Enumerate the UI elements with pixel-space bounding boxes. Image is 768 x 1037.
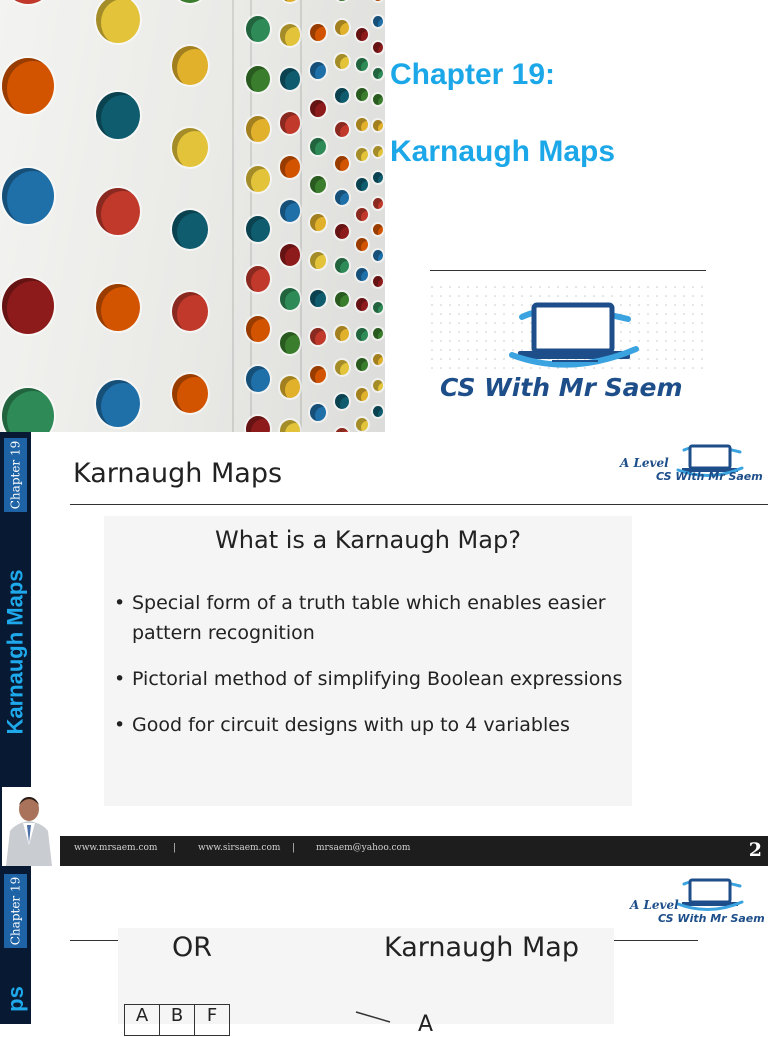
wall-hole-dot xyxy=(356,118,368,131)
wall-hole-dot xyxy=(356,358,368,371)
content-panel xyxy=(104,516,632,806)
wall-hole-dot xyxy=(335,156,349,171)
wall-hole-dot xyxy=(246,316,270,342)
wall-hole-dot xyxy=(310,214,326,231)
wall-hole-dot xyxy=(335,190,349,205)
wall-hole-dot xyxy=(335,360,349,375)
chapter-title: Chapter 19: xyxy=(390,58,556,91)
logo-brand-text: CS With Mr Saem xyxy=(658,912,765,925)
wall-hole-dot xyxy=(246,366,270,392)
heading-rule xyxy=(70,504,768,505)
wall-hole-dot xyxy=(172,128,208,167)
wall-hole-dot xyxy=(2,58,54,114)
bullet-item: • Special form of a truth table which enables easier pattern recognition xyxy=(110,588,625,648)
content-slide xyxy=(0,432,768,866)
wall-hole-dot xyxy=(172,46,208,85)
wall-hole-dot xyxy=(356,268,368,281)
wall-hole-dot xyxy=(280,112,300,134)
heading-rule-left xyxy=(70,940,118,941)
wall-hole-dot xyxy=(172,0,208,3)
wall-hole-dot xyxy=(373,16,383,27)
panel-seam xyxy=(300,0,302,432)
wall-hole-dot xyxy=(373,276,383,287)
wall-hole-dot xyxy=(310,366,326,383)
chapter-sidebar xyxy=(0,866,31,1024)
wall-hole-dot xyxy=(356,418,368,431)
header-logo xyxy=(618,872,768,924)
wall-hole-dot xyxy=(373,250,383,261)
content-heading: What is a Karnaugh Map? xyxy=(215,526,521,554)
wall-hole-dot xyxy=(246,66,270,92)
wall-hole-dot xyxy=(356,88,368,101)
wall-hole-dot xyxy=(335,88,349,103)
wall-hole-dot xyxy=(373,354,383,365)
sidebar-title xyxy=(1,522,31,782)
wall-hole-dot xyxy=(172,374,208,413)
content-panel xyxy=(118,928,614,1037)
wall-hole-dot xyxy=(335,20,349,35)
wall-hole-dot xyxy=(280,24,300,46)
footer-separator: | xyxy=(292,843,296,853)
wall-hole-dot xyxy=(280,156,300,178)
chapter-badge xyxy=(4,874,27,948)
wall-hole-dot xyxy=(335,54,349,69)
wall-hole-dot xyxy=(373,406,383,417)
wall-hole-dot xyxy=(96,380,140,427)
footer-link-sirsaem[interactable]: www.sirsaem.com xyxy=(198,843,281,853)
chapter-badge xyxy=(4,438,27,512)
wall-hole-dot xyxy=(373,68,383,79)
wall-hole-dot xyxy=(96,0,140,43)
wall-hole-dot xyxy=(310,404,326,421)
wall-hole-dot xyxy=(310,24,326,41)
heading-rule-right xyxy=(614,940,698,941)
header-logo xyxy=(618,438,768,490)
topic-title: Karnaugh Maps xyxy=(390,135,616,168)
footer-link-mrsaem[interactable]: www.mrsaem.com xyxy=(74,843,158,853)
footer-separator: | xyxy=(173,843,177,853)
wall-hole-dot xyxy=(172,210,208,249)
footer-email[interactable]: mrsaem@yahoo.com xyxy=(316,843,411,853)
wall-hole-dot xyxy=(96,188,140,235)
table-header-cell: F xyxy=(195,1005,230,1036)
wall-hole-dot xyxy=(335,0,349,1)
wall-hole-dot xyxy=(2,278,54,334)
wall-hole-dot xyxy=(246,216,270,242)
laptop-logo-icon xyxy=(430,285,706,375)
wall-hole-dot xyxy=(335,258,349,273)
wall-hole-dot xyxy=(310,138,326,155)
wall-hole-dot xyxy=(356,58,368,71)
dotted-wall-photo xyxy=(0,0,385,432)
wall-hole-dot xyxy=(356,388,368,401)
wall-hole-dot xyxy=(310,328,326,345)
bullet-item: • Good for circuit designs with up to 4 variables xyxy=(110,710,625,740)
wall-hole-dot xyxy=(310,176,326,193)
wall-hole-dot xyxy=(335,122,349,137)
wall-hole-dot xyxy=(2,0,54,4)
wall-hole-dot xyxy=(246,266,270,292)
sidebar-title-text: Karnaugh Maps xyxy=(3,569,28,735)
wall-hole-dot xyxy=(373,380,383,391)
wall-hole-dot xyxy=(373,172,383,183)
table-header-cell: A xyxy=(125,1005,160,1036)
wall-hole-dot xyxy=(373,94,383,105)
presenter-photo xyxy=(2,787,56,866)
wall-hole-dot xyxy=(356,328,368,341)
slide-heading: Karnaugh Maps xyxy=(73,458,283,489)
map-variable-label: A xyxy=(418,1012,434,1037)
content-slide xyxy=(0,866,768,1037)
wall-hole-dot xyxy=(373,0,383,1)
wall-hole-dot xyxy=(246,166,270,192)
logo-level-text: A Level xyxy=(630,898,679,912)
wall-hole-dot xyxy=(280,376,300,398)
wall-hole-dot xyxy=(310,290,326,307)
wall-hole-dot xyxy=(246,16,270,42)
chapter-badge-text: Chapter 19 xyxy=(8,440,23,510)
map-diagonal-line xyxy=(354,1010,394,1024)
wall-hole-dot xyxy=(335,326,349,341)
title-divider xyxy=(430,270,706,271)
brand-logo xyxy=(430,285,706,410)
wall-hole-dot xyxy=(310,100,326,117)
wall-hole-dot xyxy=(280,0,300,2)
wall-hole-dot xyxy=(356,28,368,41)
wall-hole-dot xyxy=(310,62,326,79)
wall-hole-dot xyxy=(373,42,383,53)
wall-hole-dot xyxy=(356,238,368,251)
wall-hole-dot xyxy=(310,252,326,269)
wall-hole-dot xyxy=(373,224,383,235)
wall-hole-dot xyxy=(335,292,349,307)
table-header-cell: B xyxy=(160,1005,195,1036)
truth-table xyxy=(124,1004,230,1036)
wall-hole-dot xyxy=(356,298,368,311)
wall-hole-dot xyxy=(280,200,300,222)
sidebar-title xyxy=(1,986,31,1026)
wall-hole-dot xyxy=(373,328,383,339)
logo-level-text: A Level xyxy=(620,456,669,470)
title-slide xyxy=(0,0,768,432)
wall-hole-dot xyxy=(246,116,270,142)
wall-hole-dot xyxy=(280,288,300,310)
panel-seam xyxy=(232,0,234,432)
chapter-badge-text: Chapter 19 xyxy=(8,876,23,946)
wall-hole-dot xyxy=(96,92,140,139)
table-row xyxy=(125,1005,230,1036)
wall-hole-dot xyxy=(172,292,208,331)
wall-hole-dot xyxy=(335,394,349,409)
logo-brand-text: CS With Mr Saem xyxy=(656,470,763,483)
sidebar-title-text: ps xyxy=(3,986,28,1012)
wall-hole-dot xyxy=(2,168,54,224)
wall-hole-dot xyxy=(356,178,368,191)
page-number: 2 xyxy=(748,839,762,861)
wall-hole-dot xyxy=(280,332,300,354)
footer-bar xyxy=(60,836,768,866)
wall-hole-dot xyxy=(373,146,383,157)
wall-hole-dot xyxy=(373,120,383,131)
brand-logo-text: CS With Mr Saem xyxy=(440,373,683,402)
wall-hole-dot xyxy=(280,68,300,90)
wall-hole-dot xyxy=(335,224,349,239)
wall-hole-dot xyxy=(373,302,383,313)
wall-hole-dot xyxy=(373,198,383,209)
wall-hole-dot xyxy=(96,284,140,331)
bullet-item: • Pictorial method of simplifying Boolean expressions xyxy=(110,664,625,694)
wall-hole-dot xyxy=(280,244,300,266)
bullet-list xyxy=(110,588,625,756)
karnaugh-map-heading: Karnaugh Map xyxy=(384,932,579,963)
wall-hole-dot xyxy=(356,208,368,221)
or-heading: OR xyxy=(172,932,213,963)
wall-hole-dot xyxy=(356,148,368,161)
